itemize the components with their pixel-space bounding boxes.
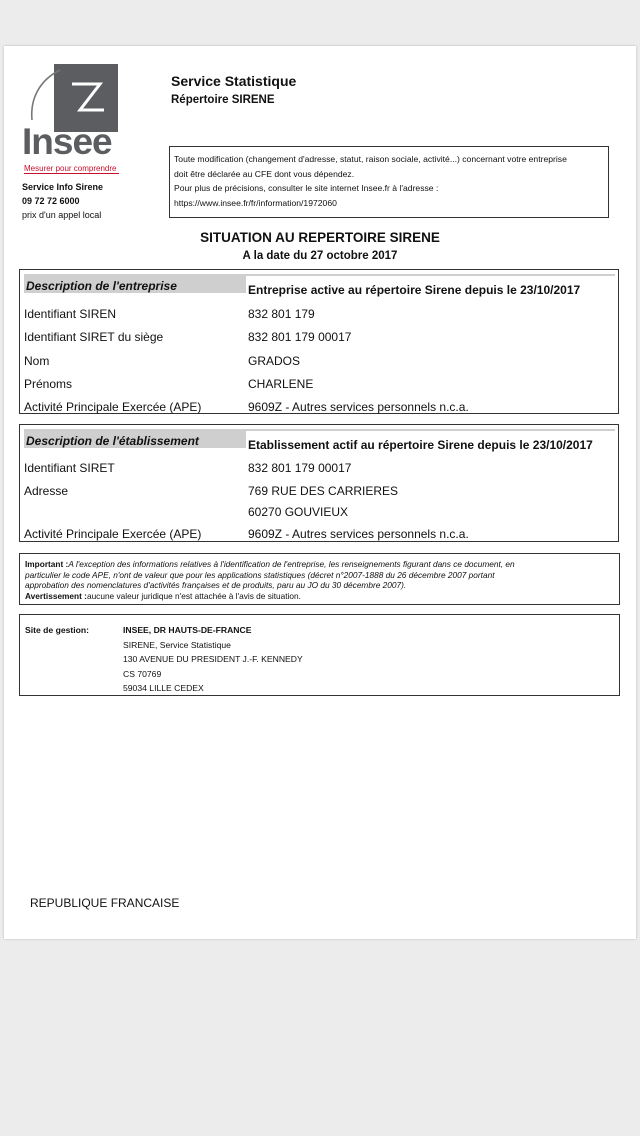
prenoms-label: Prénoms [24, 377, 73, 391]
etablissement-section [19, 424, 619, 542]
gestion-line: CS 70769 [123, 668, 162, 679]
important-text: A l'exception des informations relatives à l'identification de l'entreprise, les renseignements figurant dans ce document, en [68, 559, 515, 569]
insee-logo-swoosh-icon [22, 64, 62, 124]
etablissement-status: Etablissement actif au répertoire Sirene depuis le 23/10/2017 [248, 438, 593, 452]
heading-rule [246, 429, 615, 431]
etab-ape-value: 9609Z - Autres services personnels n.c.a. [248, 527, 469, 541]
important-text: approbation des nomenclatures d'activités françaises et de produits, paru au JO du 30 décembre 2007). [25, 580, 407, 590]
siren-label: Identifiant SIREN [24, 307, 117, 321]
warning-text: aucune valeur juridique n'est attachée à l'avis de situation. [86, 590, 301, 601]
entreprise-section [19, 269, 619, 414]
entreprise-status: Entreprise active au répertoire Sirene depuis le 23/10/2017 [248, 283, 581, 297]
gestion-label: Site de gestion: [25, 625, 89, 635]
service-info-name: Service Info Sirene [22, 182, 104, 192]
siren-value: 832 801 179 [248, 307, 315, 321]
siret-siege-label: Identifiant SIRET du siège [24, 330, 164, 344]
important-text: particulier le code APE, n'ont de valeur que pour les applications statistiques (décret n°2007-1888 du 26 décembre 2007 portant [25, 569, 495, 580]
logo-underline [24, 173, 119, 174]
gestion-line: 130 AVENUE DU PRESIDENT J.-F. KENNEDY [123, 654, 303, 664]
siret-label: Identifiant SIRET [24, 461, 115, 475]
ape-label: Activité Principale Exercée (APE) [24, 400, 202, 414]
etab-ape-label: Activité Principale Exercée (APE) [24, 527, 202, 541]
important-box [19, 553, 620, 605]
notice-line: doit être déclarée au CFE dont vous dépendez. [174, 168, 355, 179]
notice-line: Toute modification (changement d'adresse, statut, raison sociale, activité...) concernant votre entreprise [174, 154, 567, 164]
adresse-line1: 769 RUE DES CARRIERES [248, 484, 399, 498]
notice-link[interactable]: https://www.insee.fr/fr/information/1972060 [174, 197, 337, 208]
heading-rule [246, 274, 615, 276]
document-title: SITUATION AU REPERTOIRE SIRENE [200, 230, 440, 245]
gestion-line: INSEE, DR HAUTS-DE-FRANCE [123, 625, 252, 635]
entreprise-heading: Description de l'entreprise [24, 274, 246, 293]
insee-logo-text: Insee [22, 121, 112, 162]
siret-siege-value: 832 801 179 00017 [248, 330, 352, 344]
gestion-line: SIRENE, Service Statistique [123, 639, 231, 650]
ape-value: 9609Z - Autres services personnels n.c.a. [248, 400, 469, 414]
service-info [22, 180, 103, 222]
adresse-label: Adresse [24, 484, 69, 498]
important-label: Important : [25, 559, 69, 569]
adresse-line2: 60270 GOUVIEUX [248, 505, 349, 519]
document-date: A la date du 27 octobre 2017 [242, 250, 398, 262]
gestion-box [19, 614, 620, 696]
warning-label: Avertissement : [25, 590, 87, 601]
notice-line: Pour plus de précisions, consulter le site internet Insee.fr à l'adresse : [174, 183, 439, 193]
header-subtitle: Répertoire SIRENE [171, 94, 275, 106]
document-page [4, 46, 636, 939]
etablissement-heading: Description de l'établissement [24, 429, 246, 448]
insee-logo-tagline: Mesurer pour comprendre [24, 164, 117, 173]
nom-label: Nom [24, 354, 50, 368]
gestion-line: 59034 LILLE CEDEX [123, 683, 204, 693]
nom-value: GRADOS [248, 354, 301, 368]
siret-value: 832 801 179 00017 [248, 461, 352, 475]
service-info-note: prix d'un appel local [22, 210, 102, 220]
footer-text: REPUBLIQUE FRANCAISE [30, 896, 180, 910]
notice-box [169, 146, 609, 218]
service-info-phone: 09 72 72 6000 [22, 196, 80, 206]
prenoms-value: CHARLENE [248, 377, 314, 391]
header-title: Service Statistique [171, 73, 297, 89]
